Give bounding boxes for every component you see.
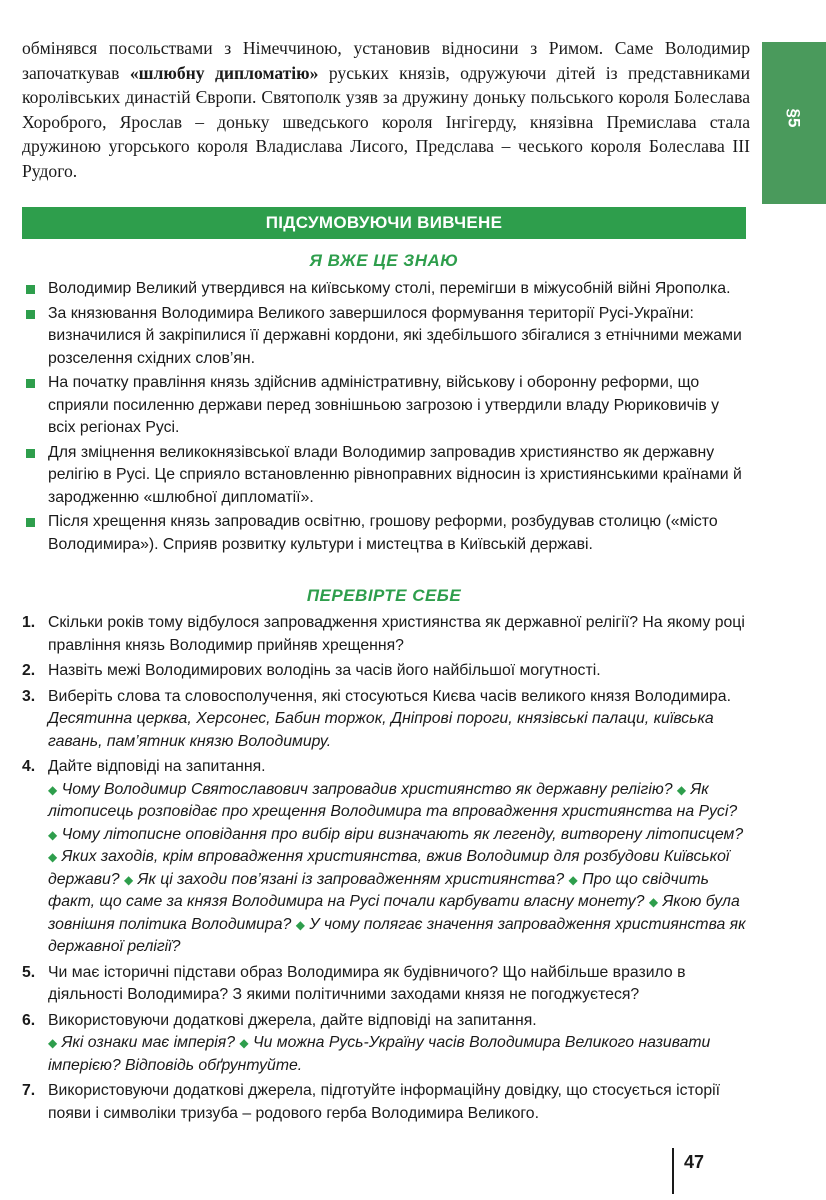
question-item	[22, 686, 750, 754]
question-number: 1.	[22, 614, 36, 631]
page-number-divider	[672, 1148, 674, 1194]
diamond-bullet-icon: ◆	[648, 895, 659, 909]
intro-text-end: руських князів, одружуючи дітей із представниками королівських династій Європи. Святополк узяв за дружину доньку польського короля Болеслава Хороброго, Ярослав – доньку шведського короля Інгігерду, князівна Премислава стала дружиною угорського короля Владислава Лисого, Предслава – чеського короля Болеслава ІІІ Рудого.	[22, 62, 751, 181]
sub-question: Як літописець розповідає про хрещення Володимира та впровадження християнства на Русі?	[48, 780, 738, 820]
bullet-square-icon	[26, 449, 35, 458]
question-item	[22, 660, 750, 683]
question-text: Використовуючи додаткові джерела, дайте відповіді на запитання.	[48, 1011, 537, 1029]
sub-question: Чи можна Русь-Україну часів Володимира Великого називати імперією? Відповідь обґрунтуйте.	[48, 1034, 711, 1074]
section-side-tab	[762, 42, 826, 204]
sub-question: Про що свідчить факт, що саме за князя Володимира на Русі почали карбувати власну монету?	[48, 870, 709, 910]
list-item-text: Після хрещення князь запровадив освітню, грошову реформи, розбудував столицю («місто Володимира»). Сприяв розвитку культури і мистецтва в Київській державі.	[48, 513, 718, 553]
diamond-bullet-icon: ◆	[48, 850, 58, 864]
question-item	[22, 1080, 750, 1125]
question-number: 6.	[22, 1011, 36, 1029]
question-text: Чи має історичні підстави образ Володимира як будівничого? Що найбільше вразило в діяльності Володимира? З якими політичними заходами князя не погоджуєтеся?	[48, 963, 686, 1003]
question-text: Дайте відповіді на запитання.	[48, 758, 266, 775]
list-item	[22, 442, 748, 510]
question-item	[22, 612, 750, 657]
question-word-list: Десятинна церква, Херсонес, Бабин торжок, Дніпрові пороги, князівські палаци, київська гавань, пам’ятник князю Володимиру.	[48, 710, 714, 750]
list-item	[22, 278, 748, 301]
diamond-bullet-icon: ◆	[48, 827, 58, 842]
know-section-title: Я ВЖЕ ЦЕ ЗНАЮ	[309, 251, 459, 270]
question-text: Назвіть межі Володимирових володінь за часів його найбільшої могутності.	[48, 662, 601, 679]
summary-banner-title: ПІДСУМОВУЮЧИ ВИВЧЕНЕ	[265, 213, 503, 232]
diamond-bullet-icon: ◆	[48, 782, 58, 797]
list-item-text: Володимир Великий утвердився на київському столі, перемігши в міжусобній війні Ярополка.	[48, 280, 731, 297]
questions-list	[22, 612, 750, 1128]
question-text: Скільки років тому відбулося запровадження християнства як державної релігії? На якому році правління князь Володимир прийняв хрещення?	[48, 614, 745, 654]
sub-question: Чому Володимир Святославович запровадив християнство як державну релігію?	[61, 780, 673, 798]
question-number: 7.	[22, 1082, 36, 1099]
list-item-text: Для зміцнення великокнязівської влади Володимир запровадив християнство як державну релігію в Русі. Це сприяло встановленню рівноправних відносин із християнськими країнами й зародженню «шлюбної дипломатії».	[48, 443, 742, 506]
diamond-bullet-icon: ◆	[568, 872, 578, 887]
list-item	[22, 372, 748, 440]
sub-question: Яких заходів, крім впровадження християнства, вжив Володимир для розбудови Київської держави?	[48, 848, 730, 888]
intro-text-start: обмінявся посольствами з Німеччиною, установив відносини з Римом. Саме Володимир започаткував	[22, 38, 750, 83]
question-item	[22, 1010, 750, 1078]
question-text: Використовуючи додаткові джерела, підготуйте інформаційну довідку, що стосується історії появи і символіки тризуба – родового герба Володимира Великого.	[48, 1082, 721, 1122]
question-item	[22, 756, 750, 959]
bullet-square-icon	[26, 379, 35, 388]
intro-paragraph	[22, 36, 750, 184]
question-item	[22, 962, 750, 1007]
list-item-text: За князювання Володимира Великого завершилося формування території Русі-України: визначилися й закріпилися її державні кордони, які здебільшого збігалися з етнічними межами розселення східних слов’ян.	[48, 304, 742, 367]
diamond-bullet-icon: ◆	[676, 782, 687, 797]
diamond-bullet-icon: ◆	[239, 1036, 249, 1050]
question-number: 3.	[22, 687, 36, 705]
sub-question: Якою була зовнішня політика Володимира?	[48, 893, 740, 933]
sub-question: Як ці заходи пов’язані із запровадженням християнства?	[137, 870, 565, 888]
diamond-bullet-icon: ◆	[295, 917, 305, 932]
list-item-text: На початку правління князь здійснив адміністративну, військову і оборонну реформи, що сприяли посиленню держави перед зовнішньою загрозою і утвердили владу Рюриковичів у всіх регіонах Русі.	[48, 374, 720, 436]
bullet-square-icon	[26, 518, 35, 527]
page-number: 47	[684, 1152, 705, 1172]
list-item	[22, 303, 748, 371]
sub-questions	[48, 1032, 750, 1077]
sub-question: У чому полягає значення запровадження християнства як державної релігії?	[48, 915, 746, 955]
sub-questions	[48, 779, 750, 959]
section-tab-label: §5	[784, 108, 804, 128]
know-list	[22, 278, 748, 558]
list-item	[22, 511, 748, 556]
question-number: 4.	[22, 758, 36, 775]
diamond-bullet-icon: ◆	[124, 872, 134, 887]
bullet-square-icon	[26, 285, 35, 294]
diamond-bullet-icon: ◆	[48, 1036, 58, 1050]
intro-emphasis: «шлюбну дипломатію»	[129, 62, 319, 83]
summary-banner	[22, 207, 746, 239]
question-number: 5.	[22, 963, 36, 981]
question-number: 2.	[22, 662, 36, 679]
sub-question: Які ознаки має імперія?	[61, 1034, 235, 1051]
question-text: Виберіть слова та словосполучення, які стосуються Києва часів великого князя Володимира.	[48, 687, 731, 705]
check-section-title: ПЕРЕВІРТЕ СЕБЕ	[306, 586, 462, 605]
sub-question: Чому літописне оповідання про вибір віри визначають як легенду, витворену літописцем?	[61, 825, 744, 843]
bullet-square-icon	[26, 310, 35, 319]
